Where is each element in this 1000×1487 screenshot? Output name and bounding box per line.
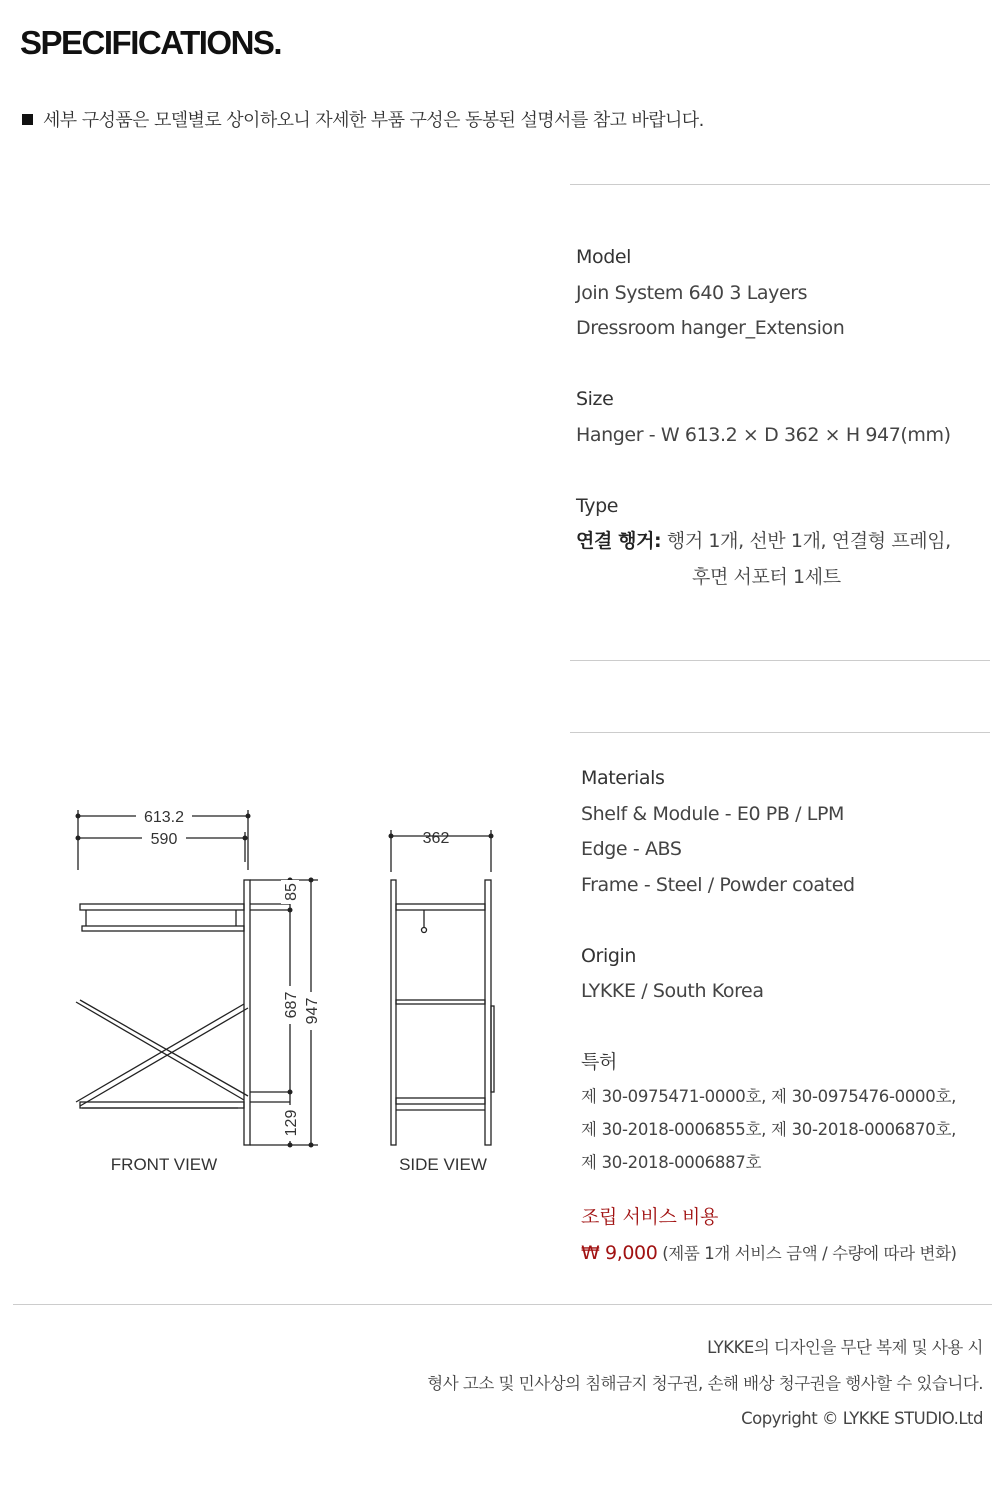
notice-text [22,106,704,132]
type-components-cont: 후면 서포터 1세트 [692,565,841,588]
notice-label: 세부 구성품은 모델별로 상이하오니 자세한 부품 구성은 동봉된 설명서를 참고 바랍니다. [43,110,704,131]
service-note: (제품 1개 서비스 금액 / 수량에 따라 변화) [657,1243,957,1263]
side-view-caption: SIDE VIEW [399,1155,487,1174]
copyright-footer [427,1330,983,1437]
materials-edge: Edge - ABS [581,838,682,860]
materials-label: Materials [581,767,665,789]
service-label: 조립 서비스 비용 [581,1206,718,1228]
type-components: 행거 1개, 선반 1개, 연결형 프레임, [661,530,951,552]
patent-line-2: 제 30-2018-0006855호, 제 30-2018-0006870호, [581,1120,957,1139]
side-depth-362-label: 362 [422,830,450,847]
front-width-590-label: 590 [150,831,178,848]
front-width-613-label: 613.2 [143,809,185,826]
page-title: SPECIFICATIONS. [20,24,282,61]
divider [570,660,990,661]
patent-line-1: 제 30-0975471-0000호, 제 30-0975476-0000호, [581,1087,957,1106]
materials-frame: Frame - Steel / Powder coated [581,873,855,896]
divider [570,732,990,733]
divider [570,184,990,185]
origin-label: Origin [581,944,637,967]
spec-block-model-size-type [576,240,951,595]
materials-shelf: Shelf & Module - E0 PB / LPM [581,802,845,825]
size-label: Size [576,388,614,410]
footer-line-2: 형사 고소 및 민사상의 침해금지 청구권, 손해 배상 청구권을 행사할 수 있습니다. [427,1373,983,1393]
patent-label: 특허 [581,1051,617,1073]
model-value-line-2: Dressroom hanger_Extension [576,317,845,339]
patent-list [581,1080,956,1179]
footer-divider [13,1304,992,1305]
dimension-drawing [60,800,520,1190]
front-height-687-label: 687 [283,991,300,1019]
front-height-85-label: 85 [283,883,300,901]
front-height-129-label: 129 [283,1109,300,1137]
type-label: Type [576,494,619,517]
front-view-caption: FRONT VIEW [110,1155,218,1174]
patent-line-3: 제 30-2018-0006887호 [581,1153,762,1172]
spec-block-materials-origin [581,761,855,1081]
service-price: ₩ 9,000 [581,1241,658,1264]
front-height-947-label: 947 [304,997,321,1025]
origin-value: LYKKE / South Korea [581,980,764,1002]
size-value: Hanger - W 613.2 × D 362 × H 947(mm) [576,423,951,446]
type-value [576,524,951,560]
footer-copyright: Copyright © LYKKE STUDIO.Ltd [741,1409,983,1428]
model-value-line-1: Join System 640 3 Layers [576,281,808,304]
footer-line-1: LYKKE의 디자인을 무단 복제 및 사용 시 [707,1338,983,1357]
model-label: Model [576,246,632,268]
service-block [581,1200,957,1271]
square-bullet-icon [22,114,33,125]
type-category: 연결 행거: [576,530,662,552]
